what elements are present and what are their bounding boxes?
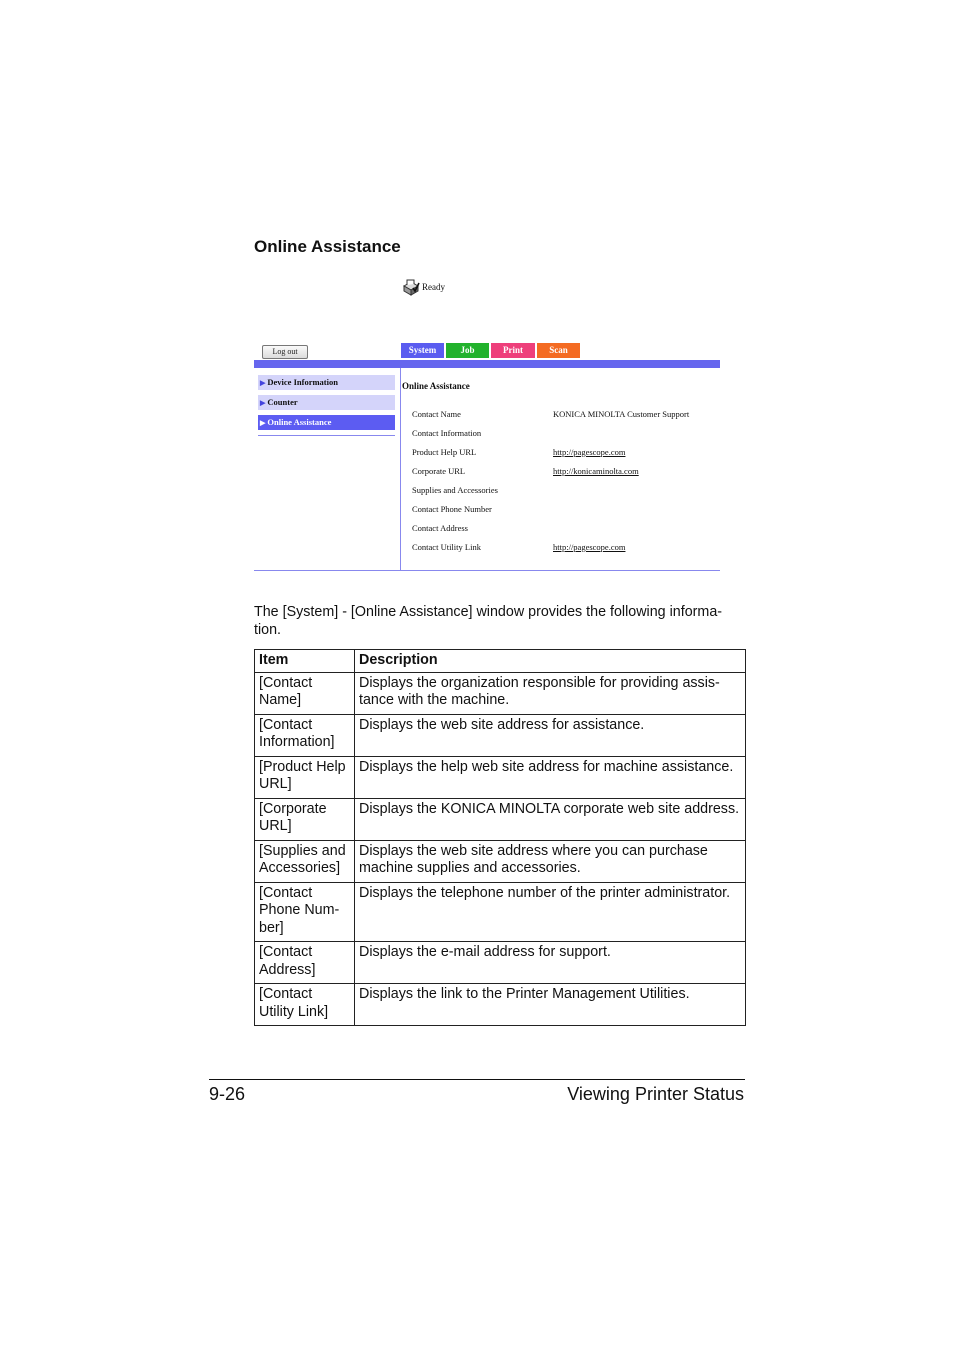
sidebar-item-counter[interactable] <box>258 395 395 410</box>
panel-title: Online Assistance <box>402 381 470 391</box>
row-label: Contact Phone Number <box>412 504 492 514</box>
tab-system[interactable]: System <box>401 343 444 358</box>
sidebar-divider <box>258 435 395 436</box>
bottom-divider <box>254 570 720 571</box>
item-cell: [Corporate URL] <box>255 798 355 840</box>
description-cell: Displays the web site address where you can purchase machine supplies and accessories. <box>355 840 746 882</box>
tab-print[interactable]: Print <box>491 343 535 358</box>
description-cell: Displays the telephone number of the printer administrator. <box>355 882 746 942</box>
utility-link[interactable]: http://pagescope.com <box>553 542 626 552</box>
arrow-right-icon: ▶ <box>260 379 266 387</box>
description-cell: Displays the KONICA MINOLTA corporate web site address. <box>355 798 746 840</box>
table-row <box>255 714 746 756</box>
table-header-row <box>255 650 746 673</box>
printer-status-icon <box>402 279 420 296</box>
arrow-right-icon: ▶ <box>260 399 266 407</box>
description-cell: Displays the link to the Printer Management Utilities. <box>355 984 746 1026</box>
status-text: Ready <box>422 282 445 292</box>
description-cell: Displays the web site address for assistance. <box>355 714 746 756</box>
table-row <box>255 798 746 840</box>
row-label: Contact Name <box>412 409 461 419</box>
table-row <box>255 882 746 942</box>
column-header: Description <box>355 650 746 673</box>
table-row <box>255 984 746 1026</box>
item-cell: [Contact Phone Num-ber] <box>255 882 355 942</box>
sidebar-item-device-information[interactable] <box>258 375 395 390</box>
table-row <box>255 942 746 984</box>
header-bar <box>254 360 720 368</box>
item-cell: [Contact Information] <box>255 714 355 756</box>
tab-scan[interactable]: Scan <box>537 343 580 358</box>
tab-job[interactable]: Job <box>446 343 489 358</box>
item-cell: [Product Help URL] <box>255 756 355 798</box>
web-ui-screenshot <box>254 276 722 572</box>
sidebar-item-online-assistance[interactable] <box>258 415 395 430</box>
item-cell: [Supplies and Accessories] <box>255 840 355 882</box>
row-label: Supplies and Accessories <box>412 485 498 495</box>
row-label: Contact Utility Link <box>412 542 481 552</box>
description-table <box>254 649 746 1026</box>
sidebar-item-label: Counter <box>267 397 298 407</box>
page-number: 9-26 <box>209 1084 246 1104</box>
footer-section-title: Viewing Printer Status <box>567 1084 744 1104</box>
footer-rule <box>209 1079 745 1080</box>
sidebar-item-label: Device Information <box>267 377 338 387</box>
row-label: Corporate URL <box>412 466 466 476</box>
logout-button[interactable]: Log out <box>262 345 308 359</box>
table-row <box>255 672 746 714</box>
arrow-right-icon: ▶ <box>260 419 266 427</box>
item-cell: [Contact Address] <box>255 942 355 984</box>
table-row <box>255 840 746 882</box>
sidebar-item-label: Online Assistance <box>267 417 332 427</box>
row-label: Product Help URL <box>412 447 477 457</box>
table-row <box>255 756 746 798</box>
intro-paragraph: The [System] - [Online Assistance] window provides the following informa-tion. <box>254 604 723 638</box>
row-value: KONICA MINOLTA Customer Support <box>553 409 690 419</box>
row-label: Contact Address <box>412 523 468 533</box>
description-cell: Displays the e-mail address for support. <box>355 942 746 984</box>
corporate-url-link[interactable]: http://konicaminolta.com <box>553 466 639 476</box>
product-help-link[interactable]: http://pagescope.com <box>553 447 626 457</box>
item-cell: [Contact Name] <box>255 672 355 714</box>
section-heading: Online Assistance <box>254 237 401 256</box>
column-header: Item <box>255 650 355 673</box>
row-label: Contact Information <box>412 428 482 438</box>
description-cell: Displays the organization responsible for providing assis-tance with the machine. <box>355 672 746 714</box>
item-cell: [Contact Utility Link] <box>255 984 355 1026</box>
description-cell: Displays the help web site address for machine assistance. <box>355 756 746 798</box>
panel-divider <box>400 368 401 570</box>
